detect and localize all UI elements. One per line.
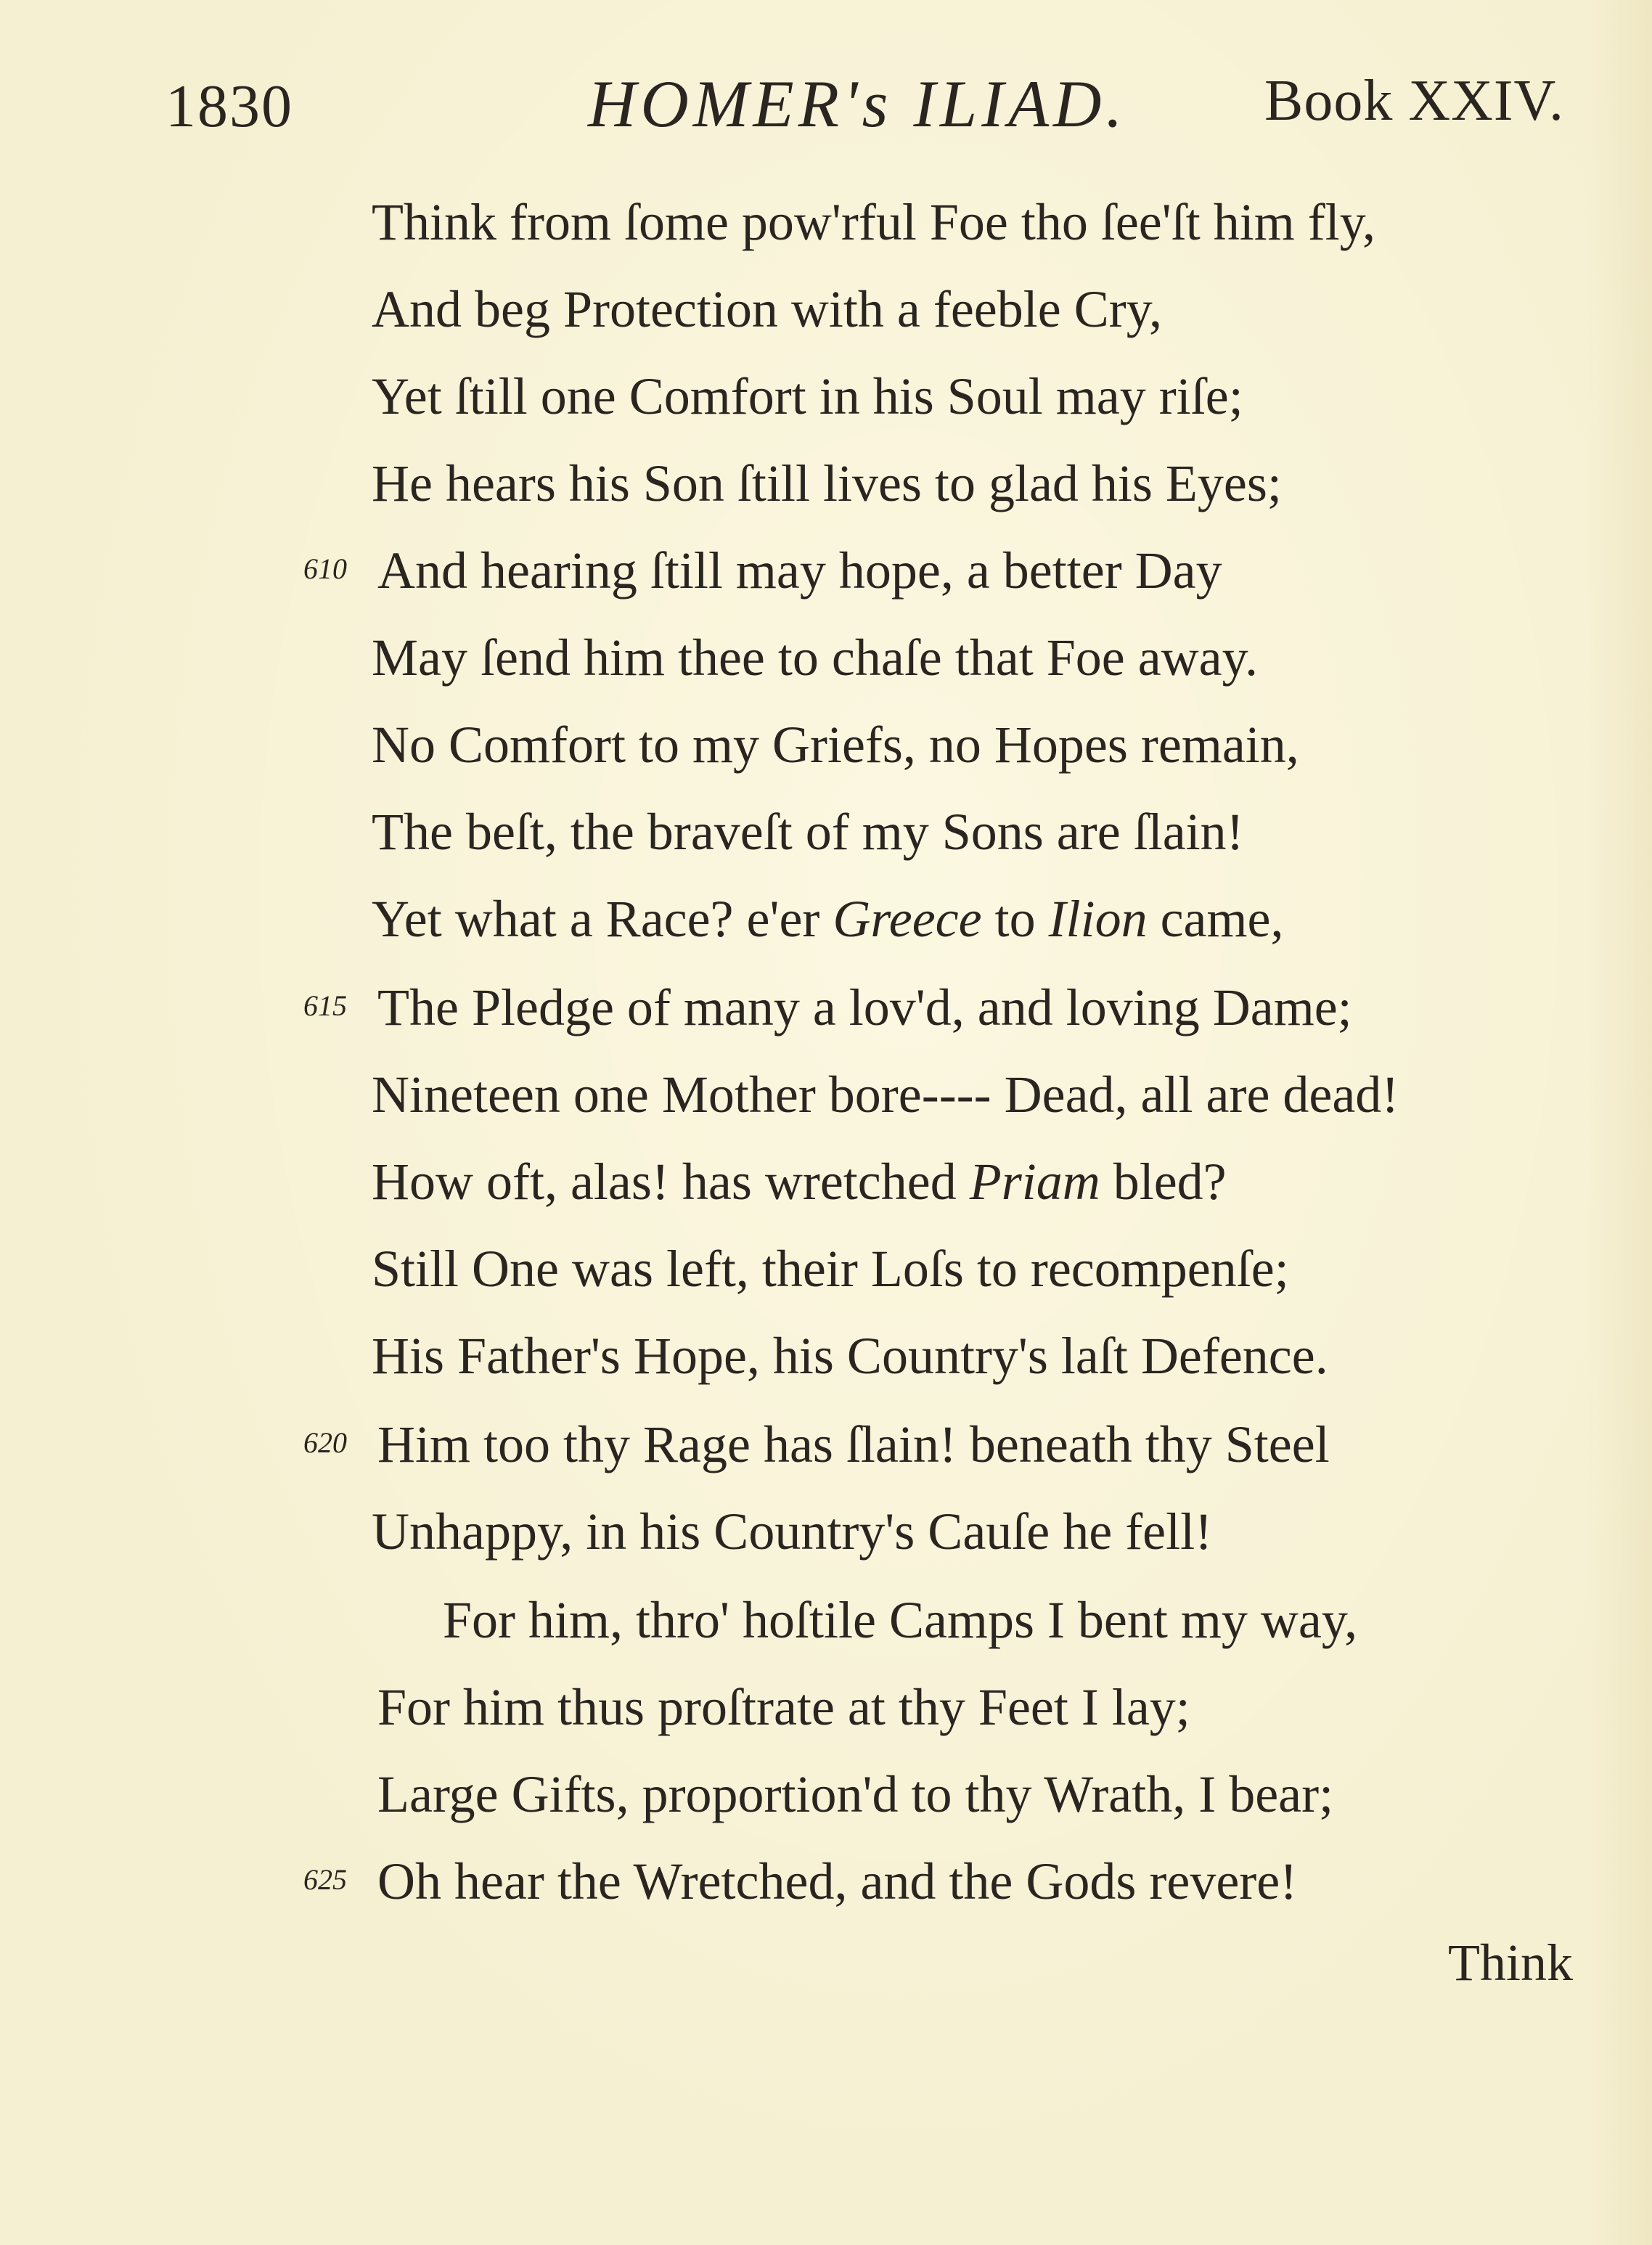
page-edge-shadow: [1587, 0, 1652, 2245]
line-number: 625: [303, 1863, 347, 1896]
verse-line: For him thus proſtrate at thy Feet I lay;: [377, 1678, 1190, 1736]
running-title: HOMER's ILIAD.: [588, 67, 1127, 141]
verse-line: He hears his Son ſtill lives to glad his Eyes;: [372, 454, 1282, 512]
verse-line: And hearing ſtill may hope, a better Day: [377, 541, 1222, 600]
verse-line: [372, 1153, 1227, 1211]
verse-segment: came,: [1147, 890, 1284, 948]
verse-line: Him too thy Rage has ſlain! beneath thy Steel: [377, 1415, 1330, 1473]
verse-line: His Father's Hope, his Country's laſt Defence.: [372, 1327, 1328, 1385]
running-header: [0, 58, 1652, 152]
verse-segment: to: [981, 890, 1049, 948]
page-number: 1830: [165, 73, 293, 140]
verse-line: [372, 890, 1284, 948]
verse-segment: How oft, alas! has wretched: [372, 1153, 970, 1211]
verse-line: For him, thro' hoſtile Camps I bent my way,: [443, 1591, 1358, 1649]
verse-line: The Pledge of many a lov'd, and loving Dame;: [377, 978, 1352, 1036]
verse-line: Yet ſtill one Comfort in his Soul may riſe;: [372, 367, 1243, 425]
verse-line: Still One was left, their Loſs to recompenſe;: [372, 1240, 1289, 1298]
verse-line: The beſt, the braveſt of my Sons are ſlain!: [372, 803, 1244, 861]
verse-line: Oh hear the Wretched, and the Gods revere!: [377, 1852, 1298, 1910]
verse-line: And beg Protection with a feeble Cry,: [372, 280, 1163, 338]
verse-line: Nineteen one Mother bore---- Dead, all are dead!: [372, 1066, 1399, 1124]
line-number: 615: [303, 989, 347, 1022]
book-label: Book XXIV.: [1264, 69, 1565, 133]
catchword: Think: [1448, 1934, 1573, 1992]
verse-segment: bled?: [1100, 1153, 1227, 1211]
verse-line: May ſend him thee to chaſe that Foe away.: [372, 629, 1258, 687]
verse-line: Large Gifts, proportion'd to thy Wrath, I bear;: [377, 1765, 1334, 1823]
italic-place-name: Ilion: [1048, 890, 1148, 948]
italic-place-name: Greece: [833, 890, 982, 948]
verse-line: Unhappy, in his Country's Cauſe he fell!: [372, 1502, 1213, 1561]
italic-person-name: Priam: [969, 1153, 1100, 1211]
verse-line: No Comfort to my Griefs, no Hopes remain,: [372, 716, 1299, 774]
verse-segment: Yet what a Race? e'er: [372, 890, 833, 948]
line-number: 620: [303, 1426, 347, 1459]
verse-line: Think from ſome pow'rful Foe tho ſee'ſt him fly,: [372, 193, 1376, 251]
line-number: 610: [303, 552, 347, 585]
